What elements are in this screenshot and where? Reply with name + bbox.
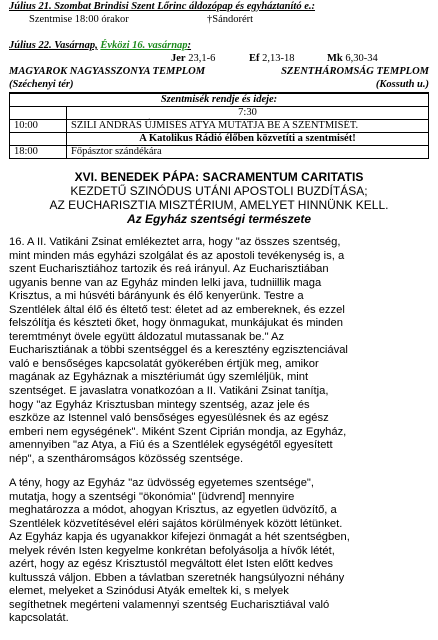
table-row [10,133,429,146]
text-line: emberi nem egységének". Miként Szent Ciprián mondja, az Egyház, [9,425,347,438]
sunday-date: Július 22. Vasárnap, [9,40,98,51]
schedule-time [10,107,67,120]
schedule-time: 18:00 [10,146,67,159]
schedule-text: Főpásztor szándékára [67,146,429,159]
sunday-colon: : [187,40,192,51]
article-paragraph-2 [9,477,427,626]
text-line: kapcsolatát. [9,612,69,625]
reading-3: Mk 6,30-34 [327,53,378,64]
text-line: melyek révén Isten kegyelme konkrétan befolyásolja a hívők létét, [9,544,335,557]
text-line: hogy "az Egyház Krisztusban mintegy szentség, azaz jele és [9,398,310,411]
text-line: kultusszá váljon. Ebben a távlatban szeretnék hangsúlyozni néhány [9,571,345,584]
schedule-text: 7:30 [67,107,429,120]
schedule-header: Szentmisék rendje és ideje: [10,94,429,107]
mass-schedule-table [9,93,429,159]
text-line: nép", a szentháromságos közösség szentsége. [9,452,244,465]
schedule-header-row [10,94,429,107]
text-line: segíthetnek megérteni valamennyi szentség Eucharisztiával való [9,598,330,611]
schedule-time: 10:00 [10,120,67,133]
saturday-heading: Július 21. Szombat Brindisi Szent Lőrinc áldozópap és egyháztanító e.: [9,1,316,12]
article-subtitle-2: AZ EUCHARISZTIA MISZTÉRIUM, AMELYET HINNÜNK KELL. [49,198,389,212]
text-line: amennyiben "az Atya, a Fiú és a Szentlélek egységétől egyesített [9,439,333,452]
sunday-heading [9,40,429,51]
text-line: mint minden más egyházi szolgálat és az apostoli tevékenység is, a [9,249,345,262]
text-line: magának az Egyháznak a misztériumát úgy szemléljük, mint [9,371,309,384]
saturday-notice [9,1,429,12]
text-line: szent Eucharisztiához tartozik és reá irányul. Az Eucharisztiában [9,263,329,276]
reading-1: Jer 23,1-6 [171,53,216,64]
text-line: meghatározza a módot, ahogyan Krisztus, az egyetlen üdvözítő, a [9,504,337,517]
text-line: Az Egyház kapja és ugyanakkor kifejezi önmagát a hét szentségben, [9,531,350,544]
text-line: Eucharisztiának a többi szentséggel és a keresztény egzisztenciával [9,344,348,357]
table-row [10,107,429,120]
table-row [10,146,429,159]
saturday-mass-intention: †Sándorért [207,14,254,25]
text-line: ugyanis benne van az Egyház minden lelki java, tudniillik maga [9,276,322,289]
saturday-mass-time: Szentmise 18:00 órakor [29,14,129,25]
schedule-text: SZILI ANDRÁS ÚJMISÉS ATYA MUTATJA BE A SZENTMISÉT. [67,120,429,133]
text-line: elemet, melyeket a Szinódusi Atyák emeltek ki, s melyek [9,585,289,598]
text-line: eszköze az Istennel való bensőséges egyesülésnek és az egész [9,412,329,425]
article-title: XVI. BENEDEK PÁPA: SACRAMENTUM CARITATIS [74,170,364,184]
text-line: azért, hogy az egész Krisztustól megváltott élet Isten előtt kedves [9,558,333,571]
schedule-text: A Katolikus Rádió élőben közvetíti a szentmisét! [67,133,429,146]
table-row [10,120,429,133]
text-line: Krisztus, a mi húsvéti bárányunk és élő kenyerünk. Testre a [9,290,304,303]
text-line: mutatja, hogy a szentségi "ökonómia" [üdvrend] mennyire [9,490,295,503]
reading-2: Ef 2,13-18 [249,53,295,64]
text-line: való e bensőséges kapcsolatát gyökerében értjük meg, amikor [9,357,319,370]
sunday-occasion: Évközi 16. vasárnap [100,40,188,51]
schedule-time [10,133,67,146]
text-line: Szentlélek által élő és éltető test: életet ad az embereknek, és ezzel [9,303,345,316]
church-right-name: SZENTHÁROMSÁG TEMPLOM [281,66,429,77]
text-line: teremtményt övele együtt áldozatul mutassanak be." Az [9,330,285,343]
article-subtitle-1: KEZDETŰ SZINÓDUS UTÁNI APOSTOLI BUZDÍTÁSA; [70,184,368,198]
article-section-title: Az Egyház szentségi természete [126,212,312,226]
text-line: szentséget. E javaslatra vonatkozóan a II. Vatikáni Zsinat tanítja, [9,385,329,398]
church-right-place: (Kossuth u.) [375,79,429,90]
text-line: A tény, hogy az Egyház "az üdvösség egyetemes szentsége", [9,477,315,489]
text-line: Szentlélek közvetítésével eléri sajátos körülmények között létünket. [9,517,343,530]
church-left-place: (Széchenyi tér) [9,79,74,90]
article-paragraph-1 [9,236,427,466]
text-line: 16. A II. Vatikáni Zsinat emlékeztet arra, hogy "az összes szentség, [9,236,341,248]
church-left-name: MAGYAROK NAGYASSZONYA TEMPLOM [9,66,206,77]
text-line: felszólítja és készteti őket, hogy önmagukat, munkájukat és minden [9,317,343,330]
